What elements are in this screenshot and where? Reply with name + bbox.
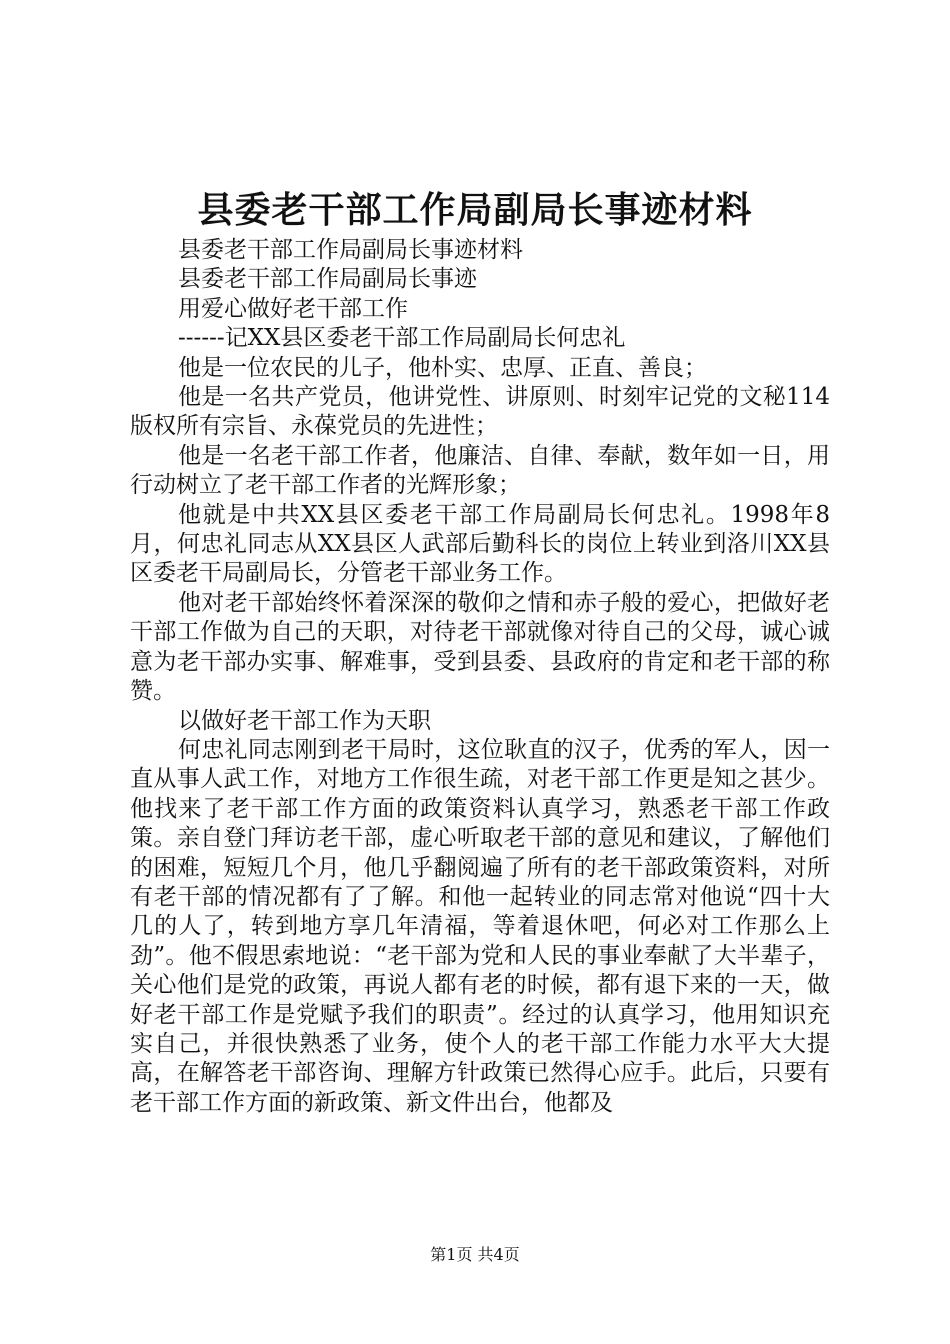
paragraph: 何忠礼同志刚到老干局时，这位耿直的汉子，优秀的军人，因一直从事人武工作，对地方工作很生疏，对老干部工作更是知之甚少。他找来了老干部工作方面的政策资料认真学习，熟悉老干部工作政策。亲自登门拜访老干部，虚心听取老干部的意见和建议，了解他们的困难，短短几个月，他几乎翻阅遍了所有的老干部政策资料，对所有老干部的情况都有了了解。和他一起转业的同志常对他说“四十大几的人了，转到地方享几年清福，等着退休吧，何必对工作那么上劲”。他不假思索地说：“老干部为党和人民的事业奉献了大半辈子，关心他们是党的政策，再说人都有老的时候，都有退下来的一天，做好老干部工作是党赋予我们的职责”。经过的认真学习，他用知识充实自己，并很快熟悉了业务，使个人的老干部工作能力水平大大提高，在解答老干部咨询、理解方针政策已然得心应手。此后，只要有老干部工作方面的新政策、新文件出台，他都及 <box>130 736 830 1116</box>
paragraph: 他是一名共产党员，他讲党性、讲原则、时刻牢记党的文秘114版权所有宗旨、永葆党员的先进性； <box>130 384 830 440</box>
paragraph: 他对老干部始终怀着深深的敬仰之情和赤子般的爱心，把做好老干部工作做为自己的天职，对待老干部就像对待自己的父母，诚心诚意为老干部办实事、解难事，受到县委、县政府的肯定和老干部的称赞。 <box>130 589 830 705</box>
document-title: 县委老干部工作局副局长事迹材料 <box>197 189 753 231</box>
paragraph: 他就是中共XX县区委老干部工作局副局长何忠礼。1998年8月，何忠礼同志从XX县区人武部后勤科长的岗位上转业到洛川XX县区委老干局副局长，分管老干部业务工作。 <box>130 501 830 587</box>
document-body <box>130 236 830 1118</box>
paragraph: 他是一名老干部工作者，他廉洁、自律、奉献，数年如一日，用行动树立了老干部工作者的光辉形象； <box>130 442 830 499</box>
page-number-footer: 第1页 共4页 <box>430 1245 520 1264</box>
paragraph: 县委老干部工作局副局长事迹 <box>178 266 477 293</box>
paragraph: 县委老干部工作局副局长事迹材料 <box>178 237 523 263</box>
paragraph: 用爱心做好老干部工作 <box>178 295 408 322</box>
paragraph: 他是一位农民的儿子，他朴实、忠厚、正直、善良； <box>178 354 707 381</box>
section-heading: 以做好老干部工作为天职 <box>178 707 431 734</box>
paragraph: ------记XX县区委老干部工作局副局长何忠礼 <box>178 325 626 352</box>
